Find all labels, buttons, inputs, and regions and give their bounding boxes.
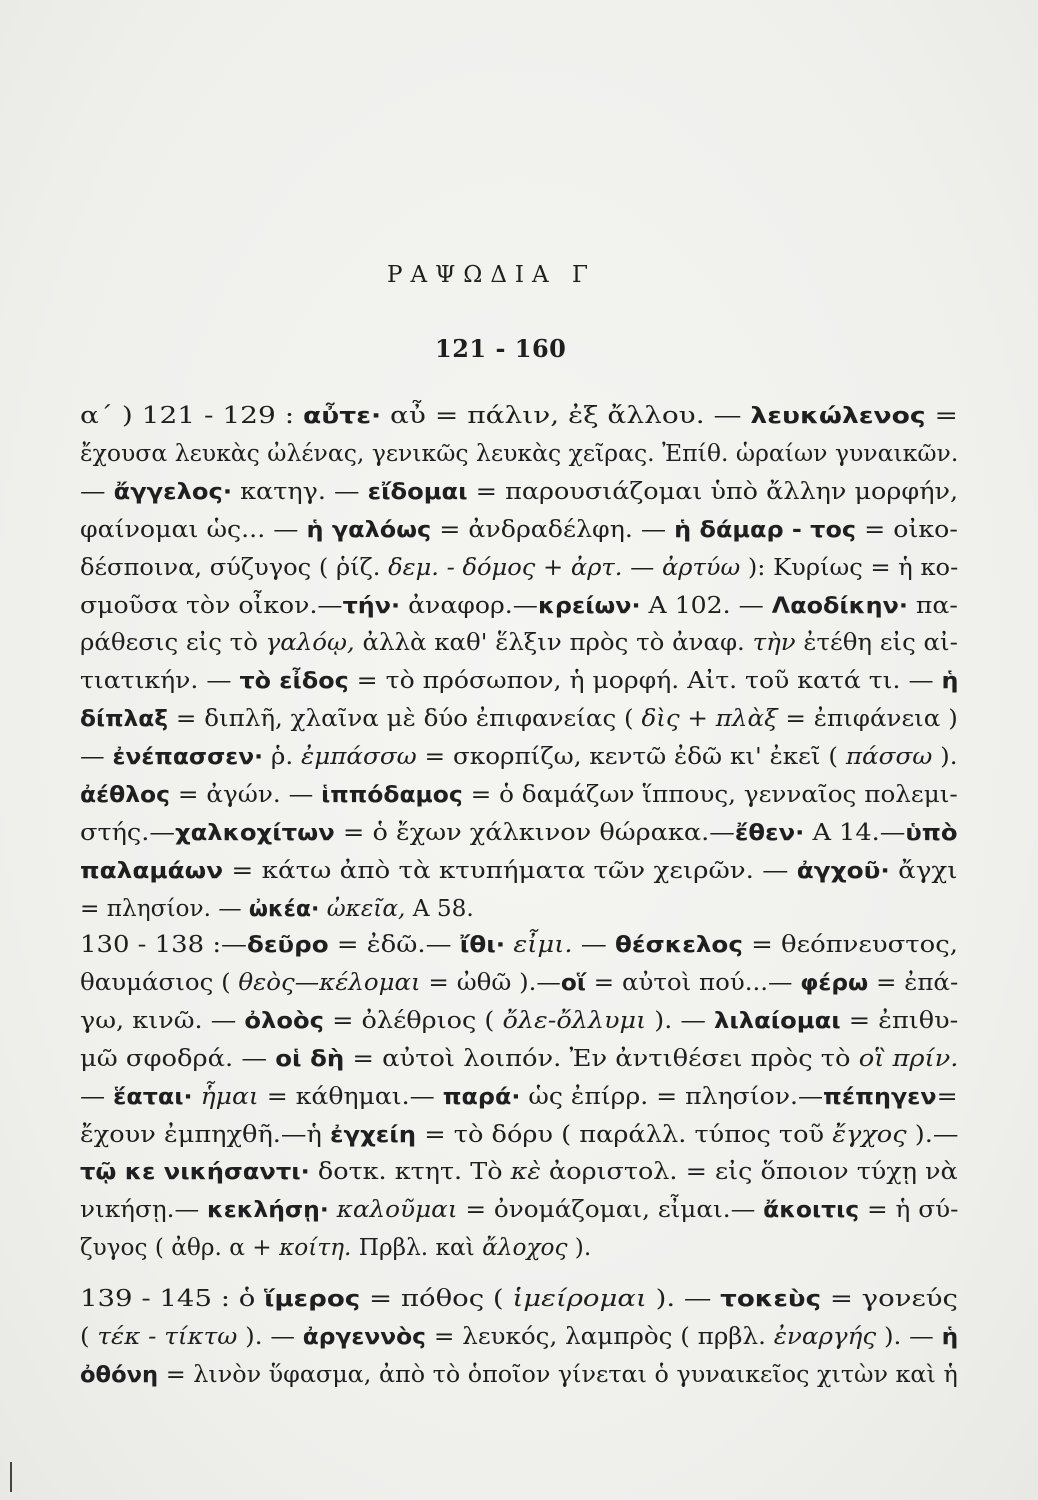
gloss-text: ἔχουσα λευκὰς ὠλένας, γενικῶς λευκὰς χεῖρας. Ἐπίθ. ὡραίων γυναικῶν.	[80, 439, 959, 467]
gloss-text: = ἀγών. —	[169, 781, 322, 808]
lemma-term: κεκλήσῃ·	[207, 1198, 329, 1224]
lemma-term: ἴθι·	[459, 933, 506, 958]
rhapsody-heading: ΡΑΨΩΔΙΑ Γ	[387, 262, 596, 288]
gloss-text: ὡς ἐπίρρ. = πλησίον.—	[520, 1082, 824, 1110]
text-line	[80, 857, 958, 884]
lemma-term: θέσκελος	[615, 933, 743, 958]
gloss-text: = ἐδῶ.—	[328, 931, 460, 958]
gloss-text: = κάτω ἀπὸ τὰ κτυπήματα τῶν χειρῶν. —	[223, 856, 797, 884]
text-line	[80, 1045, 958, 1072]
text-line	[80, 819, 958, 846]
gloss-text: Α 58.	[405, 894, 474, 922]
text-line	[80, 1007, 958, 1034]
gloss-text: στής.—	[80, 818, 175, 846]
gloss-text: = παρουσιάζομαι ὑπὸ ἄλλην μορφήν,	[467, 477, 959, 505]
gloss-text: = ἐπιφάνεια )	[777, 705, 958, 733]
text-line	[80, 1121, 958, 1148]
lemma-term: τοκεὺς	[720, 1287, 822, 1312]
gloss-text: —	[80, 1082, 114, 1110]
lemma-term: φέρω	[800, 970, 869, 996]
italic-etymology: γαλόῳ,	[265, 629, 355, 657]
gloss-text: = κάθημαι.—	[258, 1082, 443, 1110]
lemma-term: χαλκοχίτων	[174, 820, 335, 846]
verse-range-title: 121 - 160	[435, 334, 567, 363]
gloss-text: ῥ.	[263, 743, 302, 771]
gloss-text: ).	[932, 743, 958, 771]
gloss-text: = διπλῆ, χλαῖνα μὲ δύο ἐπιφανείας (	[168, 705, 642, 733]
text-line	[80, 516, 958, 543]
gloss-text: = πλησίον. —	[80, 894, 249, 922]
lemma-term: ἀγχοῦ·	[796, 858, 890, 884]
text-line	[80, 402, 958, 429]
italic-etymology: καλοῦμαι	[336, 1196, 458, 1224]
gloss-text: Πρβλ. καὶ	[351, 1234, 483, 1262]
gloss-text: = σκορπίζω, κεντῶ ἐδῶ κι' ἐκεῖ (	[416, 743, 846, 771]
text-line	[80, 895, 474, 922]
gloss-text: ). —	[237, 1322, 303, 1350]
lemma-term: ἡ	[941, 669, 959, 695]
text-line	[80, 705, 958, 732]
gloss-text: = γονεύς	[821, 1285, 958, 1312]
lemma-term: ἡ	[941, 1324, 959, 1350]
text-line	[80, 1361, 958, 1388]
italic-etymology: πάσσω	[845, 743, 933, 771]
gloss-text: —	[80, 743, 113, 771]
lemma-term: ἔθεν·	[734, 820, 805, 846]
gloss-text: ἀναφορ.—	[400, 591, 538, 619]
gloss-text: = ὀνομάζομαι, εἶμαι.—	[457, 1196, 764, 1224]
lemma-term: τήν·	[342, 593, 401, 619]
gloss-text: = αὐτοὶ λοιπόν. Ἐν ἀντιθέσει πρὸς τὸ	[344, 1044, 859, 1072]
lemma-term: ὠκέα·	[248, 896, 320, 922]
lemma-term: παλαμάων	[80, 858, 224, 884]
lemma-term: παρά·	[442, 1084, 521, 1110]
gloss-text: ). —	[876, 1322, 942, 1350]
gloss-text	[505, 931, 513, 958]
lemma-term: ἵμερος	[264, 1287, 361, 1312]
lemma-term: ἀργεννὸς	[302, 1324, 427, 1350]
gloss-text: γω, κινῶ. —	[80, 1006, 245, 1034]
lemma-term: ὀλοὸς	[244, 1008, 324, 1034]
gloss-text: =	[936, 1082, 958, 1110]
gloss-text: (	[80, 1322, 98, 1350]
gloss-text: 130 - 138 :—	[80, 931, 247, 958]
italic-etymology: ἐναργής	[773, 1322, 877, 1350]
italic-etymology: ἧμαι	[200, 1082, 259, 1110]
gloss-text: ζυγος ( ἀθρ. α +	[80, 1234, 280, 1262]
italic-etymology: θεὸς—κέλομαι	[238, 968, 421, 996]
gloss-text: = ἐπά-	[868, 968, 959, 996]
gloss-text: ).	[567, 1234, 592, 1262]
text-line	[80, 554, 958, 581]
italic-etymology: τέκ - τίκτω	[97, 1322, 238, 1350]
lemma-term: ἡ δάμαρ - τος	[674, 517, 857, 543]
italic-etymology: κοίτη.	[279, 1234, 352, 1262]
gloss-text: ἔχουν ἐμπηχθῆ.—ἡ	[80, 1120, 331, 1148]
lemma-term: λιλαίομαι	[714, 1008, 841, 1034]
gloss-text: α΄ ) 121 - 129 :	[80, 402, 304, 429]
gloss-text: ἀοριστολ. = εἰς ὅποιον τύχῃ νὰ	[540, 1158, 958, 1186]
gloss-text: = ὁ ἔχων χάλκινον θώρακα.—	[334, 818, 735, 846]
text-line	[80, 1083, 958, 1110]
lemma-term: ἐγχείη	[330, 1122, 417, 1148]
text-line	[80, 629, 958, 656]
italic-etymology: οἳ πρίν.	[858, 1044, 959, 1072]
gloss-text: = ὁ δαμάζων ἵππους, γενναῖος πολεμι-	[462, 781, 958, 808]
lemma-term: δίπλαξ	[80, 707, 169, 733]
gloss-text	[329, 1196, 337, 1223]
text-line	[80, 478, 958, 505]
italic-etymology: δεμ. - δόμος + ἀρτ. — ἀρτύω	[388, 553, 741, 581]
gloss-text: —	[572, 931, 616, 958]
gloss-text: δέσποινα, σύζυγος ( ῥίζ.	[80, 553, 389, 581]
gloss-text: =	[925, 402, 959, 429]
italic-etymology: ἔγχος	[832, 1120, 907, 1148]
gloss-text: τιατικήν. —	[80, 667, 240, 695]
italic-etymology: εἶμι.	[513, 931, 573, 958]
italic-etymology: ἱμείρομαι	[512, 1285, 647, 1312]
text-line	[80, 440, 958, 467]
lemma-term: οἱ δὴ	[275, 1046, 345, 1072]
lemma-term: Λαοδίκην·	[771, 593, 908, 619]
gloss-text: σμοῦσα τὸν οἶκον.—	[80, 591, 343, 619]
gloss-text: ράθεσις εἰς τὸ	[80, 629, 266, 657]
italic-etymology: ὄλε-ὄλλυμι	[502, 1006, 647, 1034]
lemma-term: ὀθόνη	[80, 1362, 159, 1388]
gloss-text: = οἰκο-	[856, 515, 958, 543]
gloss-text: θαυμάσιος (	[80, 968, 239, 996]
italic-etymology: ἄλοχος	[482, 1234, 568, 1262]
text-line	[80, 781, 958, 808]
lemma-term: δεῦρο	[246, 933, 329, 958]
text-line	[80, 1234, 591, 1261]
gloss-text: = πόθος (	[360, 1285, 513, 1312]
gloss-text: —	[80, 477, 114, 505]
text-line	[80, 1285, 958, 1312]
text-line	[80, 592, 958, 619]
lemma-term: ἕαται·	[113, 1084, 193, 1110]
gloss-text: ἄγχι	[889, 856, 958, 884]
lemma-term: οἵ	[560, 970, 586, 996]
gloss-text: = θεόπνευστος,	[742, 931, 958, 958]
gloss-text: φαίνομαι ὡς... —	[80, 515, 307, 543]
gloss-text: μῶ σφοδρά. —	[80, 1044, 276, 1072]
gloss-text: ). —	[646, 1006, 715, 1034]
gloss-text: = ἀνδραδέλφη. —	[431, 515, 675, 543]
lemma-term: αὖτε·	[303, 404, 382, 429]
gloss-text: ἀλλὰ καθ' ἕλξιν πρὸς τὸ ἀναφ.	[354, 629, 753, 657]
gloss-text: = ὠθῶ ).—	[420, 968, 561, 996]
gloss-text: = τὸ πρόσωπον, ἡ μορφή. Αἰτ. τοῦ κατά τι. —	[348, 667, 942, 695]
gloss-text: δοτκ. κτητ. Τὸ	[309, 1158, 511, 1186]
gloss-text: πα-	[907, 591, 958, 619]
text-line	[80, 1323, 958, 1350]
gloss-text: νικήσῃ.—	[80, 1196, 208, 1224]
lemma-term: ἄγγελος·	[113, 479, 233, 505]
text-line	[80, 1158, 958, 1185]
text-line	[80, 969, 958, 996]
gloss-text: = τὸ δόρυ ( παράλλ. τύπος τοῦ	[416, 1120, 833, 1148]
lemma-term: ἄκοιτις	[763, 1198, 860, 1224]
gloss-text: ). —	[646, 1285, 721, 1312]
text-line	[80, 667, 959, 694]
lemma-term: ἀέθλος	[80, 783, 170, 808]
lemma-term: εἴδομαι	[367, 479, 468, 505]
lemma-term: πέπηγεν	[823, 1084, 937, 1110]
lemma-term: ὑπὸ	[905, 820, 958, 846]
text-line	[80, 1196, 958, 1223]
italic-etymology: ὠκεῖα,	[326, 894, 406, 922]
text-line	[80, 931, 958, 958]
text-line	[80, 743, 958, 770]
gloss-text: = ἐπιθυ-	[840, 1006, 959, 1034]
gloss-text: 139 - 145 : ὁ	[80, 1285, 265, 1312]
gloss-text: = λευκός, λαμπρὸς ( πρβλ.	[426, 1322, 774, 1350]
scan-edge-mark	[10, 1462, 12, 1492]
italic-etymology: τὴν	[752, 629, 796, 657]
italic-etymology: δὶς + πλὰξ	[641, 705, 778, 733]
italic-etymology: κὲ	[510, 1158, 541, 1186]
gloss-text: = ὀλέθριος (	[323, 1006, 503, 1034]
lemma-term: λευκώλενος	[750, 404, 926, 429]
lemma-term: ἱππόδαμος	[321, 783, 463, 808]
gloss-text	[319, 895, 326, 922]
italic-etymology: ἐμπάσσω	[301, 743, 417, 771]
lemma-term: ἐνέπασσεν·	[112, 745, 264, 771]
gloss-text: κατηγ. —	[232, 477, 368, 505]
gloss-text: ).—	[906, 1120, 959, 1148]
gloss-text: αὖ = πάλιν, ἐξ ἄλλου. —	[381, 402, 751, 429]
gloss-text: Α 102. —	[640, 591, 772, 619]
lemma-term: ἡ γαλόως	[306, 517, 432, 543]
gloss-text: ἐτέθη εἰς αἰ-	[795, 629, 958, 657]
gloss-text: = αὐτοὶ πού...—	[585, 968, 801, 996]
lemma-term: τῷ κε νικήσαντι·	[80, 1160, 310, 1186]
gloss-text: = λινὸν ὕφασμα, ἀπὸ τὸ ὁποῖον γίνεται ὁ γυναικεῖος χιτὼν καὶ ἡ	[158, 1360, 958, 1388]
gloss-text: = ἡ σύ-	[859, 1196, 959, 1224]
gloss-text: Α 14.—	[804, 818, 906, 846]
lemma-term: τὸ εἶδος	[239, 669, 349, 695]
lemma-term: κρείων·	[537, 593, 641, 619]
gloss-text: ): Κυρίως = ἡ κο-	[740, 553, 959, 581]
